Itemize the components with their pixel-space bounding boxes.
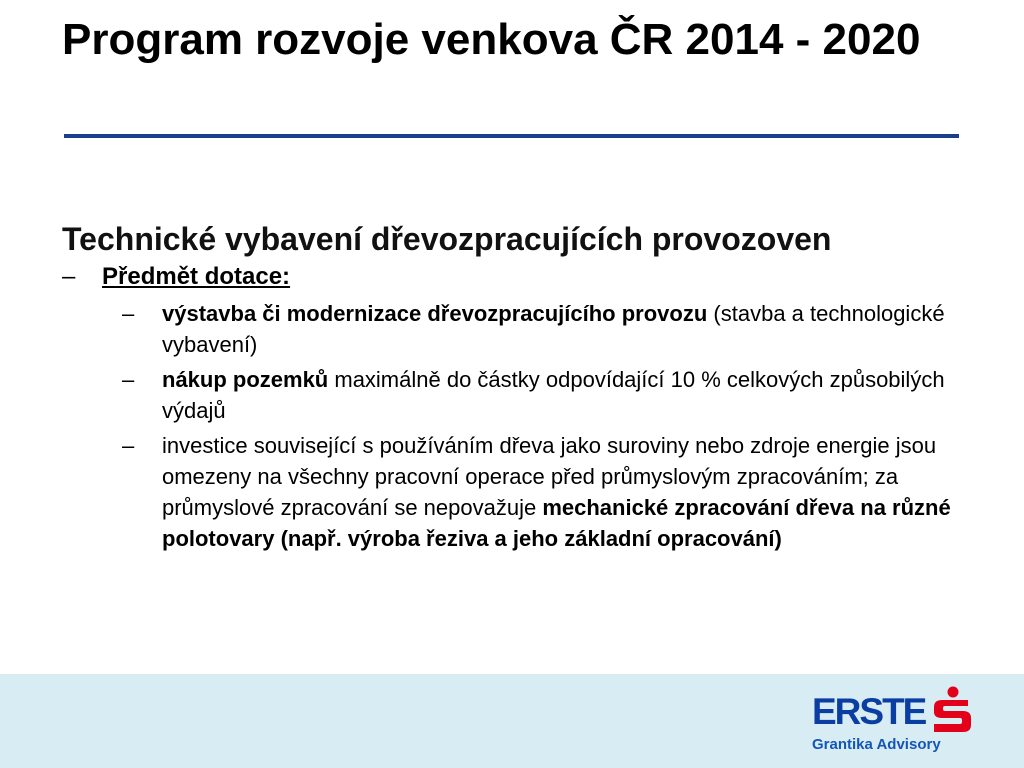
dash-bullet: –	[122, 367, 135, 392]
slide-title: Program rozvoje venkova ČR 2014 - 2020	[62, 15, 921, 64]
list-item-text	[162, 298, 982, 360]
list-item-text	[162, 430, 982, 554]
dash-bullet: –	[122, 301, 135, 326]
section-heading: Technické vybavení dřevozpracujících provozoven	[62, 221, 832, 257]
slide-content	[62, 218, 982, 558]
list-item-bold: mechanické zpracování dřeva na různé polotovary (např. výroba řeziva a jeho základní opracování)	[162, 495, 951, 551]
logo-wordmark: ERSTE	[812, 691, 926, 732]
list-item-plain: investice související s používáním dřeva jako suroviny nebo zdroje energie jsou omezeny na všechny pracovní operace před průmyslovým zpracováním; za průmyslové zpracování se nepovažuje	[162, 433, 937, 520]
dash-bullet: –	[62, 263, 76, 290]
list-item	[62, 430, 982, 554]
list-item-text	[162, 364, 982, 426]
dash-bullet: –	[122, 433, 135, 458]
subject-label-row	[62, 262, 982, 292]
subject-label: Předmět dotace:	[102, 263, 291, 290]
list-item-plain: maximálně do částky odpovídající 10 % celkových způsobilých výdajů	[162, 367, 945, 423]
title-underline	[64, 134, 959, 138]
logo-subtitle: Grantika Advisory	[812, 736, 941, 753]
list-item-bold: nákup pozemků	[162, 367, 329, 392]
list-item-plain: (stavba a technologické vybavení)	[162, 301, 945, 357]
subject-list	[62, 298, 982, 554]
erste-s-icon	[930, 686, 974, 734]
list-item	[62, 298, 982, 360]
erste-logo	[812, 686, 982, 760]
list-item-bold: výstavba či modernizace dřevozpracujícího provozu	[162, 301, 708, 326]
list-item	[62, 364, 982, 426]
